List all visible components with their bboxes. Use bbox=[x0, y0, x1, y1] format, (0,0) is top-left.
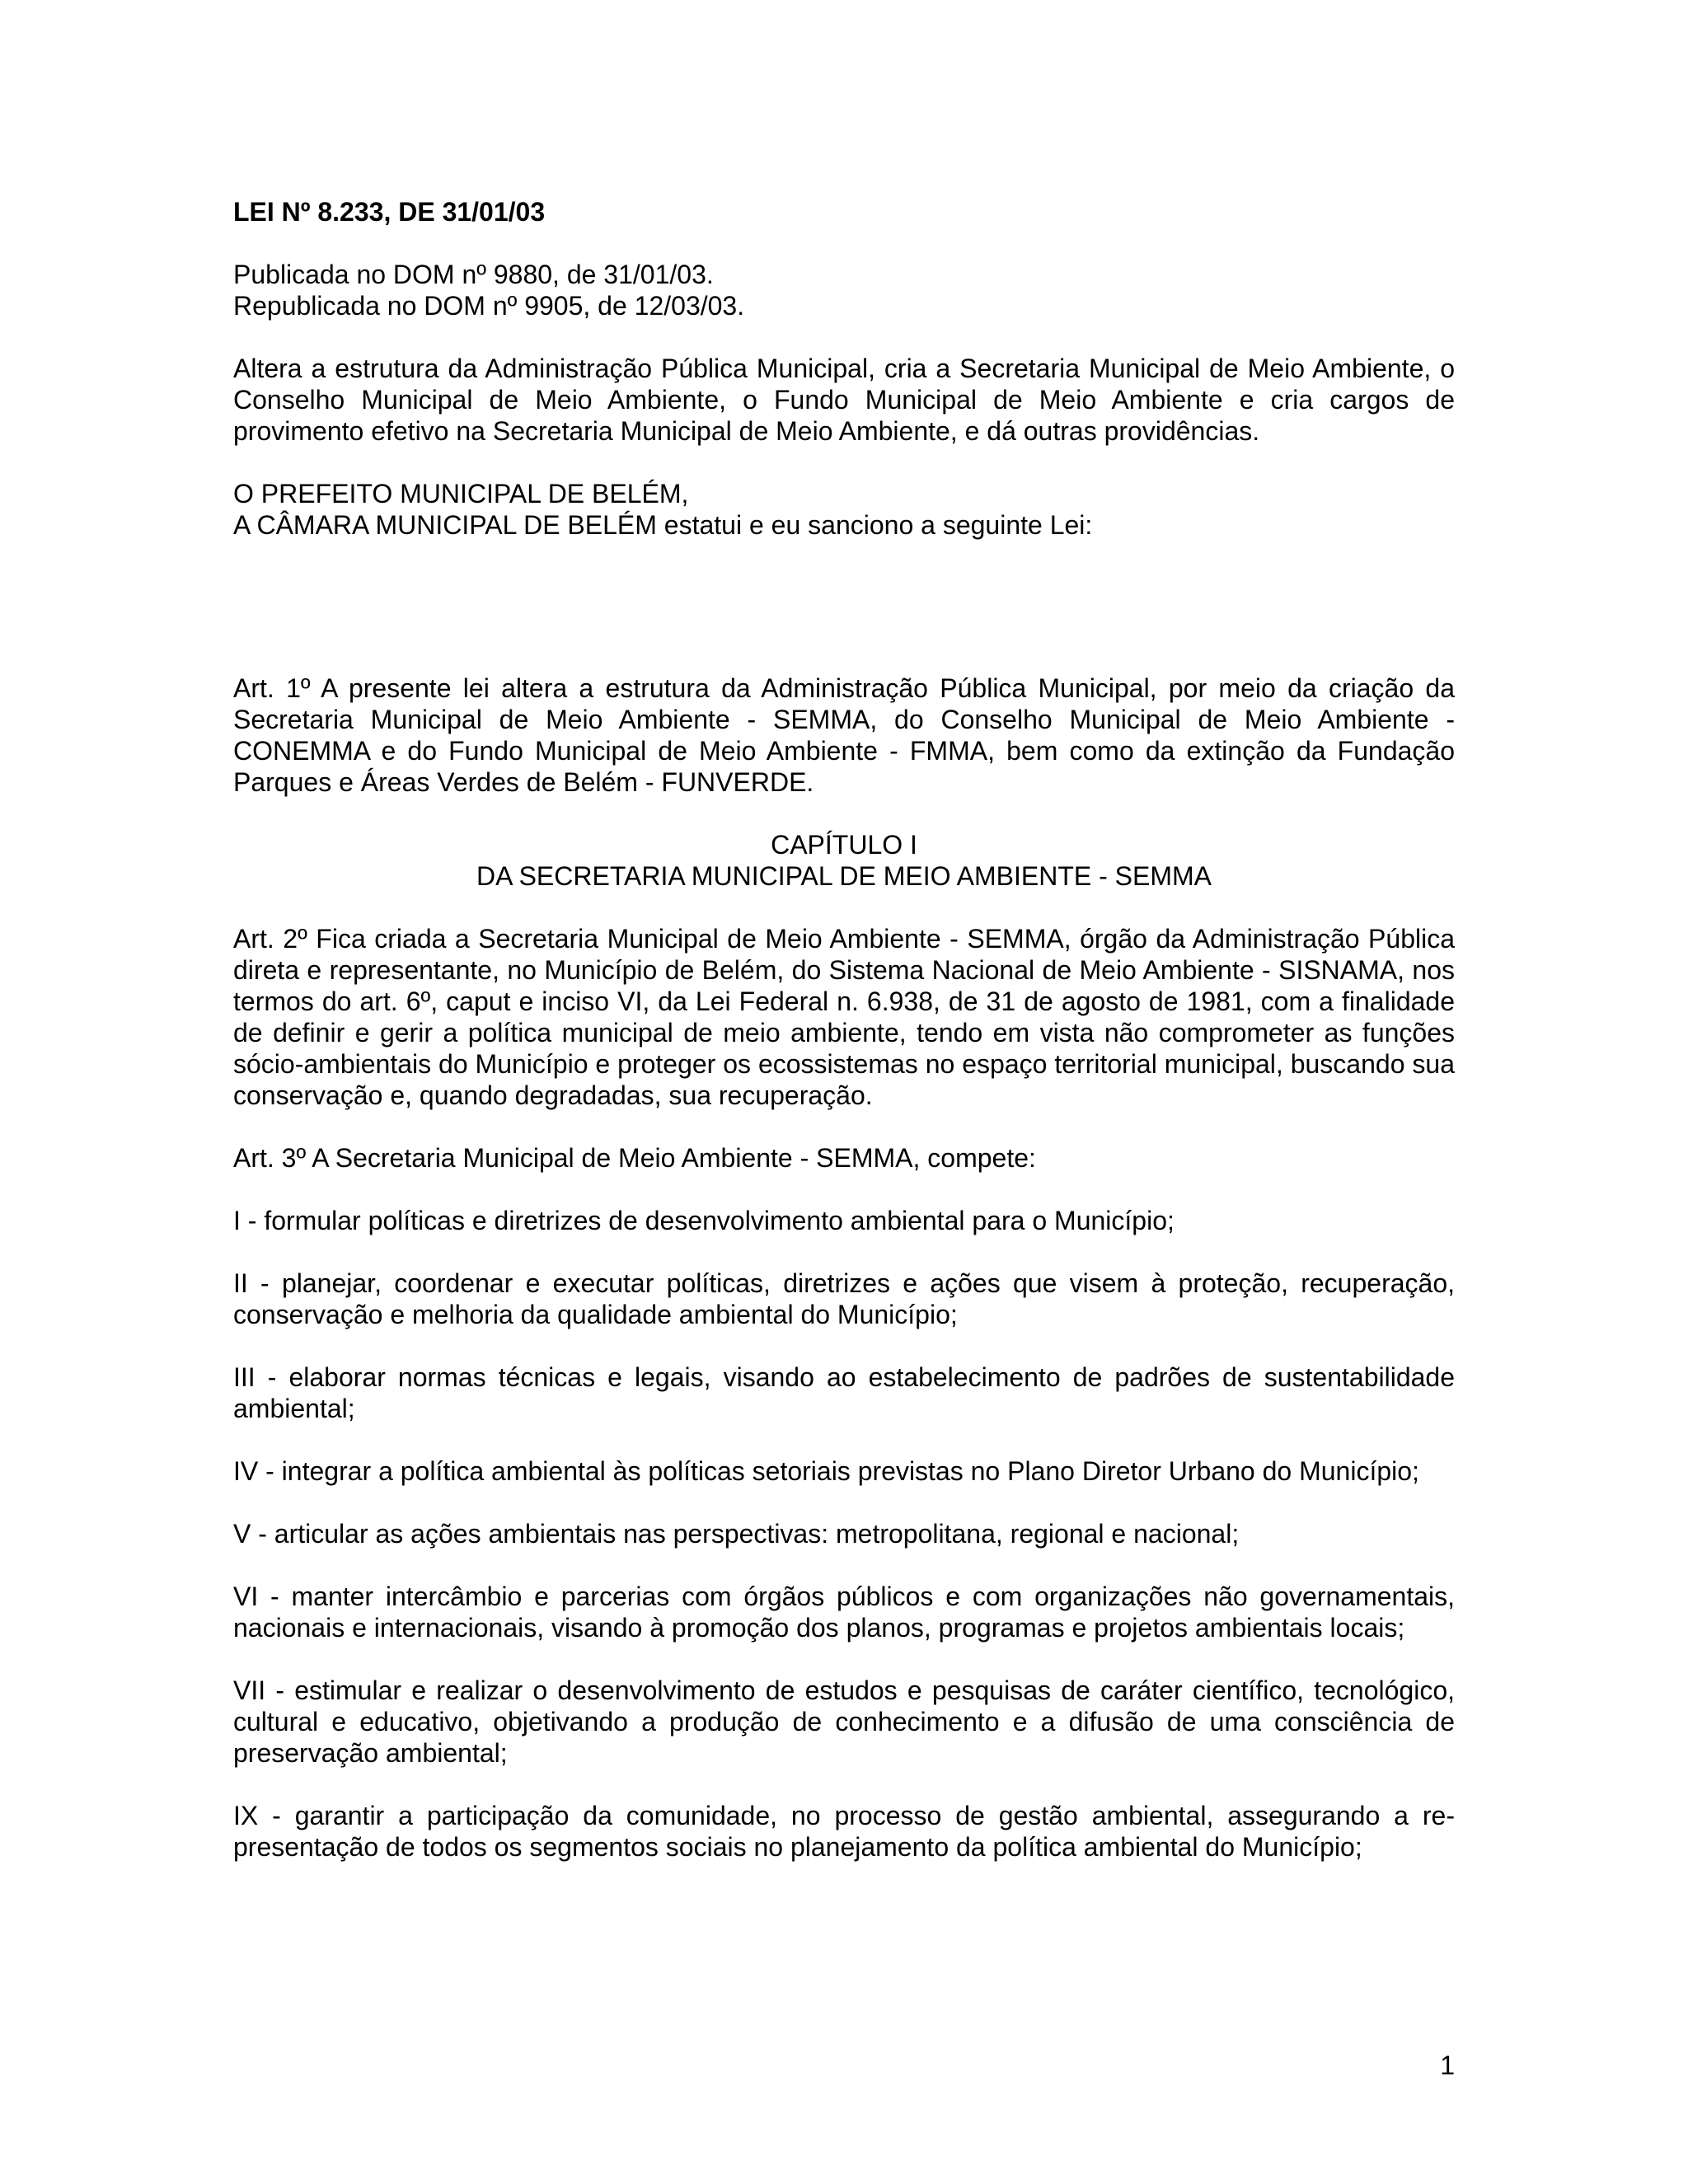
enacting-formula bbox=[233, 478, 1455, 541]
article-3-item: I - formular políticas e diretrizes de desenvolvimento ambiental para o Município; bbox=[233, 1206, 1175, 1235]
publication-line: Publicada no DOM nº 9880, de 31/01/03. bbox=[233, 260, 714, 289]
enacting-formula-line: A CÂMARA MUNICIPAL DE BELÉM estatui e eu sanciono a seguinte Lei: bbox=[233, 510, 1093, 540]
chapter-heading bbox=[233, 829, 1455, 892]
article-2: Art. 2º Fica criada a Secretaria Municipal de Meio Ambiente - SEMMA, órgão da Administração Pública direta e representante, no Município de Belém, do Sistema Nacional de Meio Ambiente - SISNAMA, nos termos do art. 6º, caput e inciso VI, da Lei Federal n. 6.938, de 31 de agosto de 1981, com a finalidade de definir e gerir a política municipal de meio ambiente, tendo em vista não comprometer as funções sócio-ambientais do Município e proteger os ecossistemas no espaço territorial municipal, buscando sua conservação e, quando degradadas, sua recuperação. bbox=[233, 924, 1455, 1110]
article-3-item: II - planejar, coordenar e executar políticas, diretrizes e ações que visem à proteção, recuperação, conservação e melhoria da qualidade ambiental do Município; bbox=[233, 1268, 1455, 1329]
page-number: 1 bbox=[1440, 2050, 1455, 2080]
article-3-item: IX - garantir a participação da comunidade, no processo de gestão ambiental, assegurando a representação de todos os segmentos sociais no planejamento da política ambiental do Município; bbox=[233, 1801, 1455, 1862]
document-body bbox=[233, 196, 1455, 1894]
article-3-item: VII - estimular e realizar o desenvolvimento de estudos e pesquisas de caráter científico, tecnológico, cultural e educativo, objetivando a produção de conhecimento e a difusão de uma consciência de preservação ambiental; bbox=[233, 1675, 1455, 1768]
article-3-item: V - articular as ações ambientais nas perspectivas: metropolitana, regional e nacional; bbox=[233, 1519, 1240, 1549]
publication-info bbox=[233, 259, 1455, 321]
enacting-formula-line: O PREFEITO MUNICIPAL DE BELÉM, bbox=[233, 479, 689, 509]
law-summary: Altera a estrutura da Administração Pública Municipal, cria a Secretaria Municipal de Meio Ambiente, o Conselho Municipal de Meio Ambiente, o Fundo Municipal de Meio Ambiente e cria cargos de provimento efetivo na Secretaria Municipal de Meio Ambiente, e dá outras providências. bbox=[233, 354, 1455, 446]
chapter-title: DA SECRETARIA MUNICIPAL DE MEIO AMBIENTE - SEMMA bbox=[476, 861, 1212, 891]
article-3: Art. 3º A Secretaria Municipal de Meio Ambiente - SEMMA, compete: bbox=[233, 1143, 1036, 1173]
article-1: Art. 1º A presente lei altera a estrutura da Administração Pública Municipal, por meio da criação da Secretaria Municipal de Meio Ambiente - SEMMA, do Conselho Municipal de Meio Ambiente - CONEMMA e do Fundo Municipal de Meio Ambiente - FMMA, bem como da extinção da Fundação Parques e Áreas Verdes de Belém - FUNVERDE. bbox=[233, 673, 1455, 797]
chapter-number: CAPÍTULO I bbox=[771, 830, 917, 860]
law-title: LEI Nº 8.233, DE 31/01/03 bbox=[233, 197, 546, 227]
article-3-item: III - elaborar normas técnicas e legais, visando ao estabelecimento de padrões de sustentabilidade ambiental; bbox=[233, 1362, 1455, 1423]
republication-line: Republicada no DOM nº 9905, de 12/03/03. bbox=[233, 291, 745, 321]
article-3-item: VI - manter intercâmbio e parcerias com órgãos públicos e com organizações não governamentais, nacionais e internacionais, visando à promoção dos planos, programas e projetos ambientais locais; bbox=[233, 1582, 1455, 1643]
article-3-item: IV - integrar a política ambiental às políticas setoriais previstas no Plano Diretor Urbano do Município; bbox=[233, 1456, 1419, 1486]
